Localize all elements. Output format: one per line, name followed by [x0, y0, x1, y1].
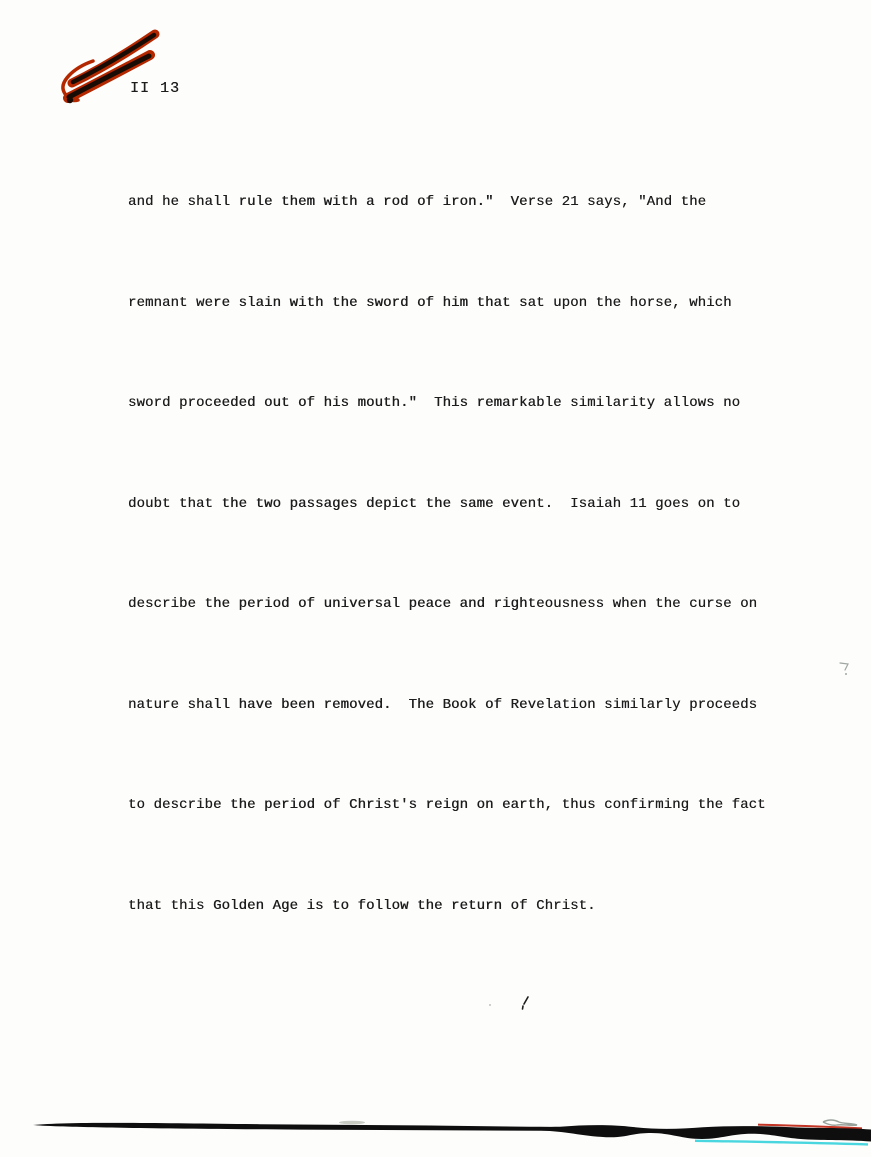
body-line: remnant were slain with the sword of him that sat upon the horse, which — [128, 294, 732, 311]
scan-bottom-edge — [0, 1100, 871, 1157]
body-line: doubt that the two passages depict the same event. Isaiah 11 goes on to — [128, 495, 741, 512]
body-line: describe the period of universal peace and righteousness when the curse on — [128, 596, 758, 612]
red-pen-mark-icon — [55, 20, 165, 112]
body-line: and he shall rule them with a rod of iron." Verse 21 says, "And the — [128, 194, 707, 210]
page-number: II 13 — [130, 80, 181, 97]
body-line: to describe the period of Christ's reign on earth, thus confirming the fact — [128, 797, 766, 813]
body-line: sword proceeded out of his mouth." This remarkable similarity allows no — [128, 395, 741, 411]
stray-mark-icon — [838, 660, 852, 678]
body-line: nature shall have been removed. The Book of Revelation similarly proceeds — [128, 696, 758, 713]
stray-slash-mark-icon — [486, 994, 530, 1012]
body-paragraph — [128, 119, 788, 990]
body-line: that this Golden Age is to follow the return of Christ. — [128, 897, 596, 914]
